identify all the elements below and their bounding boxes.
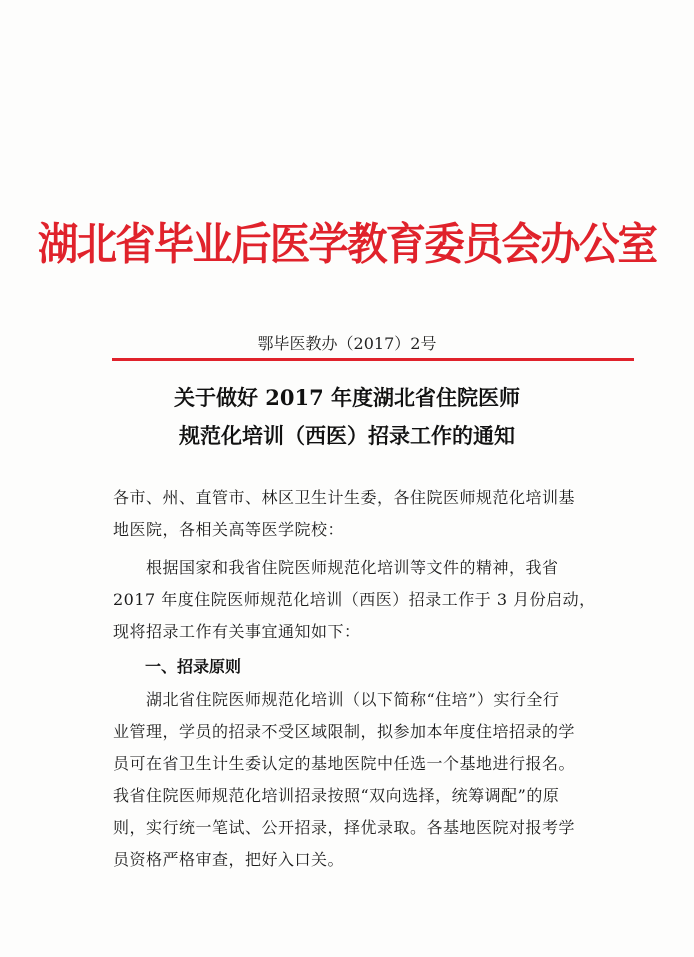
paragraph-line: 根据国家和我省住院医师规范化培训等文件的精神，我省 — [113, 558, 559, 577]
section-1-paragraph — [113, 684, 613, 876]
document-title-line-1: 关于做好 2017 年度湖北省住院医师 — [173, 385, 521, 410]
paragraph-line: 则，实行统一笔试、公开招录，择优录取。各基地医院对报考学 — [113, 818, 576, 837]
paragraph-line: 2017 年度住院医师规范化培训（西医）招录工作于 3 月份启动， — [113, 590, 596, 609]
paragraph-line: 业管理，学员的招录不受区域限制，拟参加本年度住培招录的学 — [113, 722, 576, 741]
intro-paragraph — [113, 552, 613, 648]
paragraph-line: 湖北省住院医师规范化培训（以下简称“住培”）实行全行 — [113, 690, 560, 709]
addressee — [113, 482, 613, 546]
addressee-line: 地医院，各相关高等医学院校： — [113, 520, 345, 539]
document-title-line-2: 规范化培训（西医）招录工作的通知 — [179, 423, 515, 448]
section-heading: 一、招录原则 — [145, 657, 242, 676]
paragraph-line: 员可在省卫生计生委认定的基地医院中任选一个基地进行报名。 — [113, 754, 576, 773]
paragraph-line: 现将招录工作有关事宜通知如下： — [113, 622, 361, 641]
document-number: 鄂毕医教办（2017）2号 — [257, 334, 437, 353]
paragraph-line: 员资格严格审查，把好入口关。 — [113, 850, 345, 869]
issuing-office-header: 湖北省毕业后医学教育委员会办公室 — [37, 219, 657, 270]
red-divider-line — [112, 358, 634, 361]
addressee-line: 各市、州、直管市、林区卫生计生委，各住院医师规范化培训基 — [113, 488, 576, 507]
paragraph-line: 我省住院医师规范化培训招录按照“双向选择，统筹调配”的原 — [113, 786, 560, 805]
